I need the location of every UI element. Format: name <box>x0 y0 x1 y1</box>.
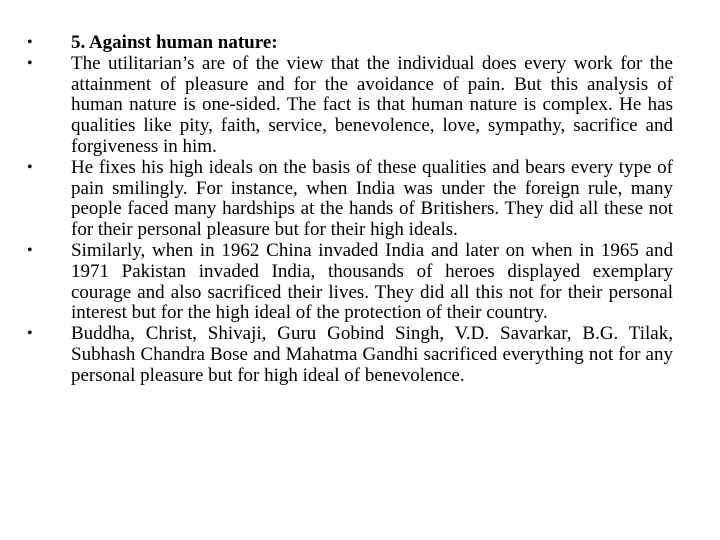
bullet-text: Similarly, when in 1962 China invaded India and later on when in 1965 and 1971 Pakistan invaded India, thousands of heroes displayed exemplary courage and also sacrificed their lives. They did all this not for their personal interest but for the high ideal of the protection of their country. <box>71 239 673 324</box>
bullet-item-heading <box>27 33 673 54</box>
bullet-icon: • <box>27 158 33 176</box>
section-heading: 5. Against human nature: <box>71 32 278 53</box>
bullet-icon: • <box>27 34 33 51</box>
bullet-item-utilitarian-view <box>27 54 673 158</box>
bullet-icon: • <box>27 241 33 259</box>
bullet-text: He fixes his high ideals on the basis of these qualities and bears every type of pain smilingly. For instance, when India was under the foreign rule, many people faced many hardships at the hands of Britishers. They did all these not for their personal pleasure but for their high ideals. <box>71 156 673 241</box>
bullet-icon: • <box>27 325 33 343</box>
bullet-item-great-persons <box>27 324 673 386</box>
bullet-text: The utilitarian’s are of the view that the individual does every work for the attainment of pleasure and for the avoidance of pain. But this analysis of human nature is one-sided. The fact is that human nature is complex. He has qualities like pity, faith, service, benevolence, love, sympathy, sacrifice and forgiveness in him. <box>71 52 673 157</box>
bullet-item-wars <box>27 241 673 324</box>
bullet-text: Buddha, Christ, Shivaji, Guru Gobind Singh, V.D. Savarkar, B.G. Tilak, Subhash Chandra Bose and Mahatma Gandhi sacrificed everything not for any personal pleasure but for high ideal of benevolence. <box>71 323 673 386</box>
bullet-item-high-ideals <box>27 158 673 241</box>
bullet-list <box>27 33 673 387</box>
bullet-icon: • <box>27 54 33 72</box>
